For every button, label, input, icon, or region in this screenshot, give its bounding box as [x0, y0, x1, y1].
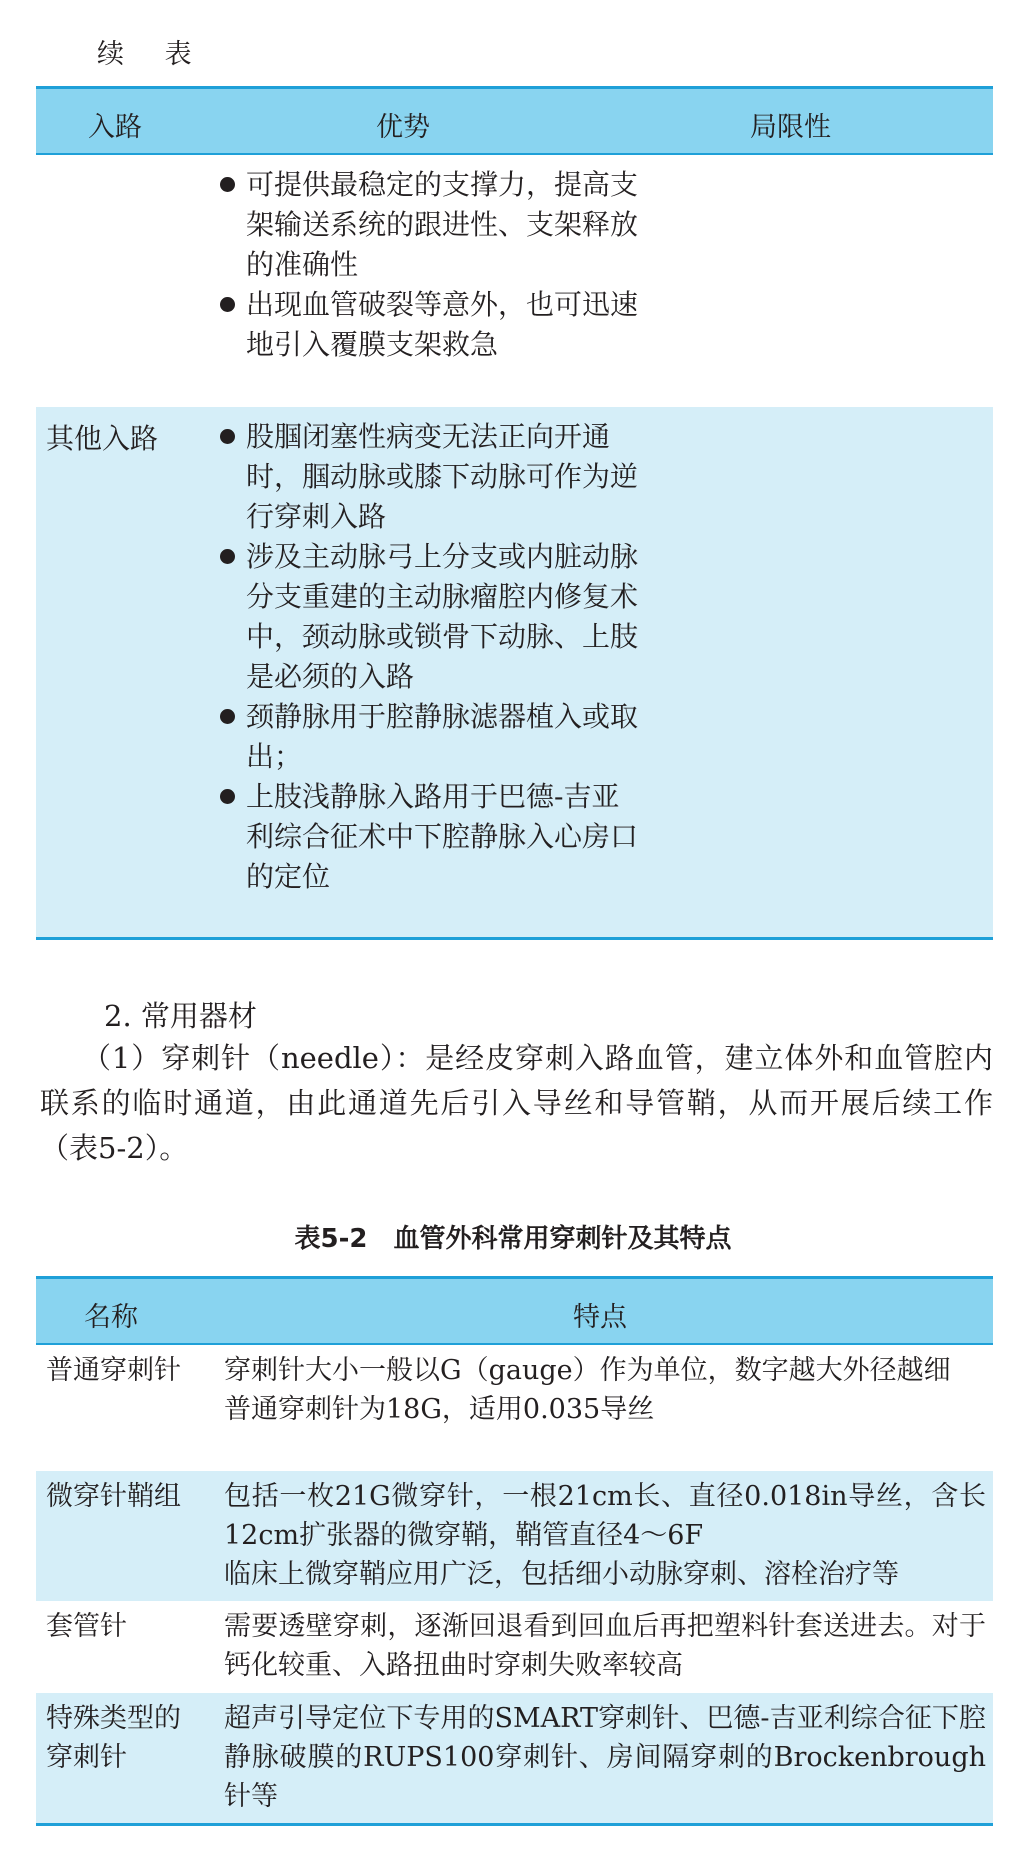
list-item: 股腘闭塞性病变无法正向开通时，腘动脉或膝下动脉可作为逆行穿刺入路 [216, 417, 646, 537]
needle-features [224, 1351, 986, 1429]
table-caption: 表5-2 血管外科常用穿刺针及其特点 [294, 1224, 732, 1254]
feature-line: 包括一枚21G微穿针，一根21cm长、直径0.018in导丝，含长12cm扩张器的微穿鞘，鞘管直径4～6F [224, 1481, 986, 1551]
needle-name: 套管针 [46, 1611, 127, 1642]
needle-features [224, 1699, 986, 1816]
needle-features [224, 1477, 986, 1594]
list-item: 颈静脉用于腔静脉滤器植入或取出； [216, 697, 646, 777]
table-header [36, 1276, 993, 1345]
continued-table-title: 续 表 [97, 39, 208, 70]
feature-line: 穿刺针大小一般以G（gauge）作为单位，数字越大外径越细 [224, 1355, 951, 1386]
table-row [36, 1693, 993, 1826]
header-limitations: 局限性 [750, 112, 831, 143]
advantages-list [216, 417, 646, 897]
route-cell: 其他入路 [46, 422, 159, 455]
header-route: 入路 [88, 112, 142, 143]
body-paragraph: （1）穿刺针（needle）：是经皮穿刺入路血管，建立体外和血管腔内联系的临时通道，由此通道先后引入导丝和导管鞘，从而开展后续工作（表5-2）。 [40, 1041, 993, 1165]
table-row [36, 1601, 993, 1693]
feature-line: 超声引导定位下专用的SMART穿刺针、巴德-吉亚利综合征下腔静脉破膜的RUPS100穿刺针、房间隔穿刺的Brockenbrough针等 [224, 1703, 986, 1812]
list-item: 可提供最稳定的支撑力，提高支架输送系统的跟进性、支架释放的准确性 [216, 165, 646, 285]
needle-name: 普通穿刺针 [46, 1355, 181, 1386]
table-row [36, 1471, 993, 1601]
needle-name: 特殊类型的穿刺针 [46, 1703, 181, 1773]
section-heading: 2. 常用器材 [104, 999, 257, 1033]
access-route-table [36, 86, 993, 940]
list-item: 上肢浅静脉入路用于巴德-吉亚利综合征术中下腔静脉入心房口的定位 [216, 777, 646, 897]
table-row [36, 407, 993, 940]
needle-name: 微穿针鞘组 [46, 1481, 181, 1512]
header-advantages: 优势 [376, 112, 430, 143]
table-header [36, 86, 993, 155]
header-features: 特点 [573, 1302, 627, 1333]
table-row [36, 1345, 993, 1471]
advantages-list [216, 165, 646, 365]
list-item: 涉及主动脉弓上分支或内脏动脉分支重建的主动脉瘤腔内修复术中，颈动脉或锁骨下动脉、上肢是必须的入路 [216, 537, 646, 697]
header-name: 名称 [84, 1302, 138, 1333]
table-row [36, 155, 993, 407]
feature-line: 临床上微穿鞘应用广泛，包括细小动脉穿刺、溶栓治疗等 [224, 1559, 899, 1590]
feature-line: 普通穿刺针为18G，适用0.035导丝 [224, 1394, 655, 1425]
feature-line: 需要透壁穿刺，逐渐回退看到回血后再把塑料针套送进去。对于钙化较重、入路扭曲时穿刺失败率较高 [224, 1611, 986, 1681]
list-item: 出现血管破裂等意外，也可迅速地引入覆膜支架救急 [216, 285, 646, 365]
needle-table [36, 1276, 993, 1826]
needle-features [224, 1607, 986, 1685]
